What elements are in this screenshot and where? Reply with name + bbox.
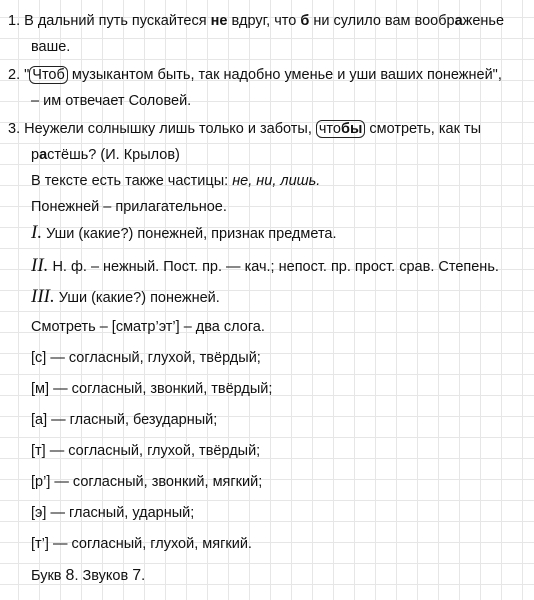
- sound-description: — согласный, глухой, мягкий.: [52, 536, 252, 552]
- text-fragment: В тексте есть также частицы:: [31, 173, 233, 189]
- sound-transcription: [э]: [31, 505, 47, 521]
- sound-description: — согласный, звонкий, мягкий;: [54, 474, 263, 490]
- letter-count: 8: [65, 567, 75, 584]
- bold-particle: б: [300, 13, 310, 29]
- roman-numeral: I.: [31, 222, 43, 243]
- sound-count: 7: [132, 567, 142, 584]
- text-fragment: . Звуков: [74, 568, 133, 584]
- sentence-2-line-1: [8, 65, 502, 85]
- analysis-text: Уши (какие?) понежней.: [58, 290, 220, 306]
- text-fragment: вдруг, что: [227, 13, 301, 29]
- bold-letter: а: [454, 13, 463, 29]
- sentence-3-line-1: [8, 119, 481, 139]
- sound-description: — гласный, ударный;: [50, 505, 195, 521]
- adjective-line: Понежней – прилагательное.: [31, 199, 227, 215]
- sound-transcription: [с]: [31, 350, 47, 366]
- particles-line: [31, 171, 320, 191]
- sound-description: — гласный, безударный;: [51, 412, 218, 428]
- text-fragment: Неужели солнышку лишь только и заботы,: [24, 121, 316, 137]
- text-fragment: женье: [462, 13, 505, 29]
- analysis-line-2: [31, 256, 499, 277]
- text-fragment: В дальний путь пускайтеся: [24, 13, 211, 29]
- sentence-1-line-2: ваше.: [31, 39, 71, 55]
- sound-transcription: [а]: [31, 412, 48, 428]
- sound-description: — согласный, глухой, твёрдый;: [49, 443, 261, 459]
- phonetic-header: Смотреть – [сматр’эт’] – два слога.: [31, 319, 265, 335]
- circled-word: [316, 120, 365, 138]
- text-fragment: ": [24, 67, 30, 83]
- sound-transcription: [т’]: [31, 536, 49, 552]
- analysis-line-1: [31, 223, 337, 244]
- sentence-3-line-2: [31, 145, 180, 165]
- text-fragment: р: [31, 147, 40, 163]
- sound-row: [31, 379, 272, 399]
- text-fragment: .: [141, 568, 146, 584]
- sound-description: — согласный, звонкий, твёрдый;: [53, 381, 273, 397]
- sound-row: [31, 503, 194, 523]
- bold-particle: не: [210, 13, 228, 29]
- roman-numeral: III.: [31, 286, 55, 307]
- sound-row: [31, 348, 261, 368]
- circled-word: Чтоб: [29, 66, 68, 84]
- analysis-line-3: [31, 287, 220, 308]
- bold-letter: а: [39, 147, 48, 163]
- roman-numeral: II.: [31, 255, 49, 276]
- analysis-text: Н. ф. – нежный. Пост. пр. — кач.; непост. пр. прост. срав. Степень.: [52, 259, 499, 275]
- text-fragment: стёшь? (И. Крылов): [47, 147, 180, 163]
- sound-row: [31, 534, 252, 554]
- bold-particle: бы: [340, 121, 363, 137]
- sound-row: [31, 472, 262, 492]
- summary-line: [31, 566, 145, 586]
- sound-row: [31, 441, 260, 461]
- text-fragment: смотреть, как ты: [365, 121, 482, 137]
- item-number: 3.: [8, 121, 21, 137]
- analysis-text: Уши (какие?) понежней, признак предмета.: [46, 226, 337, 242]
- item-number: 2.: [8, 67, 21, 83]
- item-number: 1.: [8, 13, 21, 29]
- sentence-1-line-1: [8, 11, 504, 31]
- text-fragment: Букв: [31, 568, 66, 584]
- sound-transcription: [р’]: [31, 474, 51, 490]
- sentence-2-line-2: – им отвечает Соловей.: [31, 93, 192, 109]
- sound-transcription: [т]: [31, 443, 46, 459]
- sound-description: — согласный, глухой, твёрдый;: [50, 350, 261, 366]
- sound-row: [31, 410, 217, 430]
- text-fragment: музыкантом быть, так надобно уменье и уши ваших понежней",: [67, 67, 502, 83]
- particles-list: не, ни, лишь.: [232, 173, 321, 189]
- text-fragment: ни сулило вам вообр: [309, 13, 455, 29]
- sound-transcription: [м]: [31, 381, 50, 397]
- text-fragment: что: [318, 121, 341, 137]
